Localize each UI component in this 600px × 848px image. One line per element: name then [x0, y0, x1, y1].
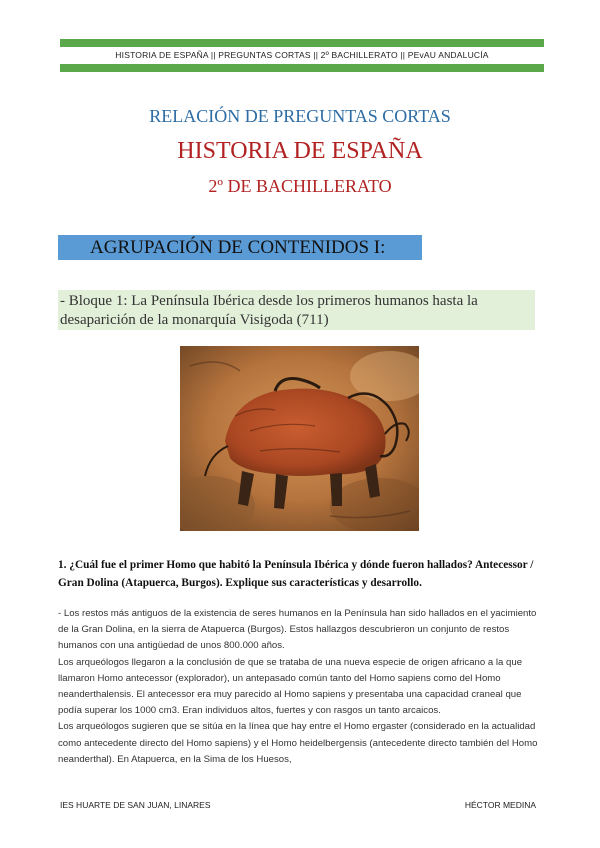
answer-body — [58, 606, 548, 768]
footer-author: HÉCTOR MEDINA — [464, 800, 536, 810]
header-bar-top — [60, 39, 544, 47]
header-bar-bottom — [60, 64, 544, 72]
answer-paragraph: - Los restos más antiguos de la existencia de seres humanos en la Península han sido hallados en el yacimiento de la Gran Dolina, en la sierra de Atapuerca (Burgos). Estos hallazgos descubrieron un conjunto de restos humanos con una antigüedad de unos 800.000 años. — [58, 608, 537, 652]
bison-cave-painting-icon — [180, 346, 419, 531]
document-title: HISTORIA DE ESPAÑA — [177, 138, 423, 164]
footer-school: IES HUARTE DE SAN JUAN, LINARES — [60, 800, 211, 810]
document-course: 2º DE BACHILLERATO — [208, 176, 392, 196]
running-header: HISTORIA DE ESPAÑA || PREGUNTAS CORTAS || 2º BACHILLERATO || PEvAU ANDALUCÍA — [115, 50, 489, 60]
section-heading: AGRUPACIÓN DE CONTENIDOS I: — [90, 237, 386, 258]
answer-paragraph: Los arqueólogos sugieren que se sitúa en la línea que hay entre el Homo ergaster (considerado en la actualidad como antecedente directo del Homo sapiens) y el Homo heidelbergensis (antecedente directo también del Homo neanderthal). En Atapuerca, en la Sima de los Huesos, — [58, 721, 538, 765]
answer-paragraph: Los arqueólogos llegaron a la conclusión de que se trataba de una nueva especie de origen africano a la que llamaron Homo antecessor (explorador), un antepasado común tanto del Homo sapiens como del Homo neanderthalensis. El antecessor era muy parecido al Homo sapiens y presentaba una capacidad craneal que podía superar los 1000 cm3. Eran individuos altos, fuertes y con rasgos un tanto arcaicos. — [58, 656, 523, 717]
bloque-heading: - Bloque 1: La Península Ibérica desde los primeros humanos hasta la desaparición de la monarquía Visigoda (711) — [60, 293, 478, 328]
question-1: 1. ¿Cuál fue el primer Homo que habitó la Península Ibérica y dónde fueron hallados? Antecessor / Gran Dolina (Atapuerca, Burgos). Explique sus características y desarrollo. — [58, 559, 534, 589]
document-subtitle: RELACIÓN DE PREGUNTAS CORTAS — [149, 106, 451, 126]
